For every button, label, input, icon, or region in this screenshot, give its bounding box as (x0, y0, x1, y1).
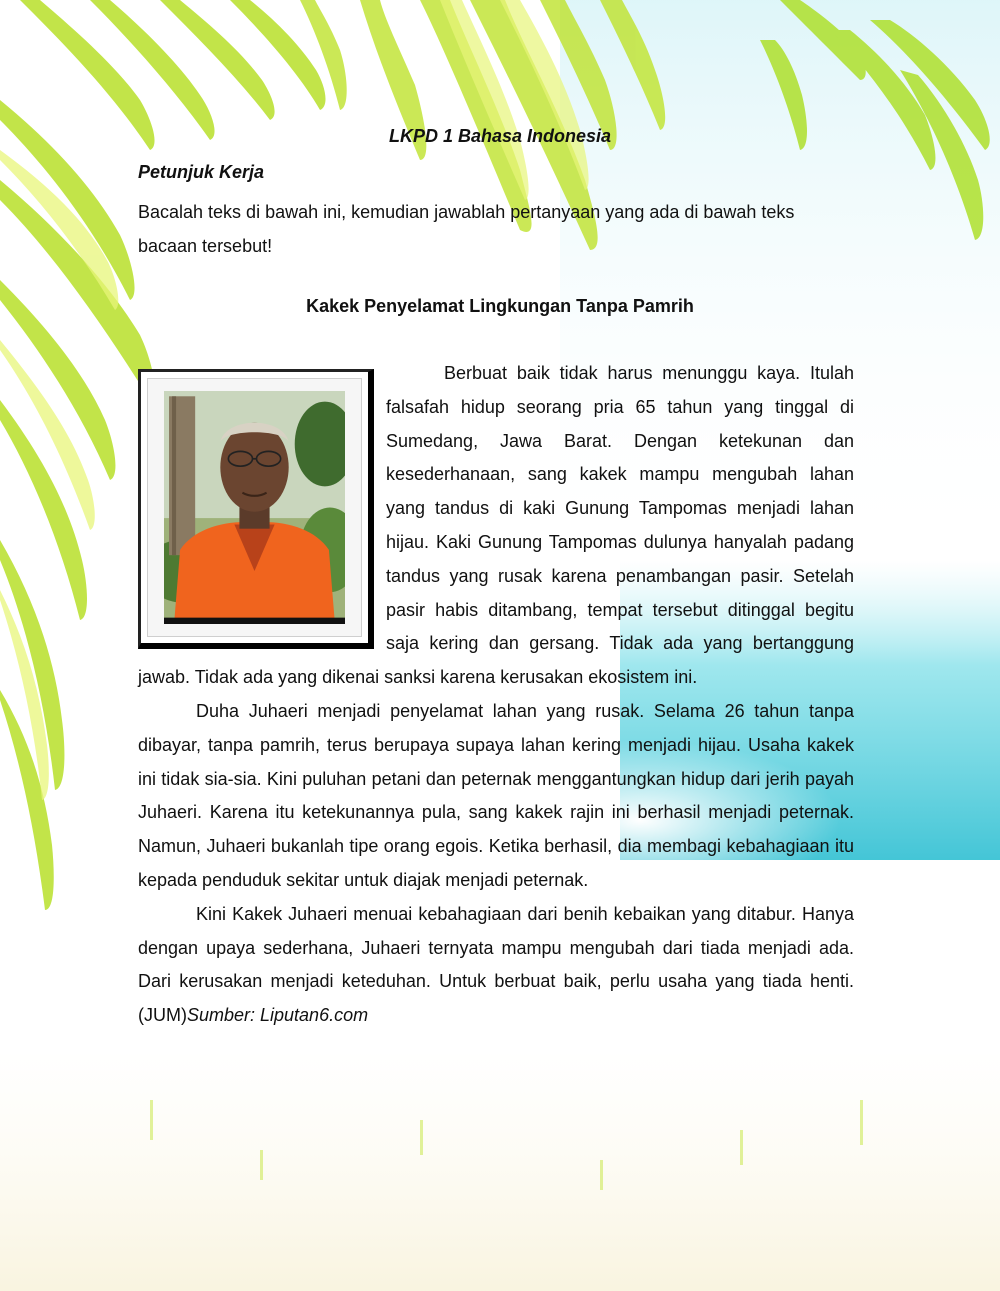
instructions-text: Bacalah teks di bawah ini, kemudian jawablah pertanyaan yang ada di bawah teks bacaan tersebut! (138, 202, 795, 256)
portrait-photo-frame (138, 369, 374, 649)
page-title: LKPD 1 Bahasa Indonesia (388, 126, 612, 146)
instructions-heading: Petunjuk Kerja (138, 162, 265, 182)
paragraph-3: Kini Kakek Juhaeri menuai kebahagiaan dari benih kebaikan yang ditabur. Hanya dengan upaya sederhana, Juhaeri ternyata mampu mengubah dari tiada menjadi ada. Dari kerusakan menjadi keteduhan. Untuk berbuat baik, perlu usaha yang tiada henti.(JUM) (138, 903, 854, 1026)
article-title: Kakek Penyelamat Lingkungan Tanpa Pamrih (306, 296, 694, 316)
paragraph-1: Berbuat baik tidak harus menunggu kaya. Itulah falsafah hidup seorang pria 65 tahun yang tinggal di Sumedang, Jawa Barat. Dengan ketekunan dan kesederhanaan, sang kakek mampu mengubah lahan yang tandus di kaki Gunung Tampomas menjadi lahan hijau. Kaki Gunung Tampomas dulunya hanyalah padang tandus yang rusak karena penambangan pasir. Setelah pasir habis ditambang, tempat tersebut ditinggal begitu saja kering dan gersang. Tidak ada yang bertanggung jawab. Tidak ada yang dikenai sanksi karena kerusakan ekosistem ini. (138, 363, 854, 688)
source-citation: Sumber: Liputan6.com (186, 1005, 369, 1026)
article-body (138, 357, 854, 1033)
paragraph-2: Duha Juhaeri menjadi penyelamat lahan yang rusak. Selama 26 tahun tanpa dibayar, tanpa pamrih, terus berupaya supaya lahan kering menjadi hijau. Usaha kakek ini tidak sia-sia. Kini puluhan petani dan peternak menggantungkan hidup dari jerih payah Juhaeri. Karena itu ketekunannya pula, sang kakek rajin ini berhasil menjadi peternak. Namun, Juhaeri bukanlah tipe orang egois. Ketika berhasil, dia membagi kebahagiaan itu kepada penduduk sekitar untuk diajak menjadi peternak. (138, 700, 854, 890)
elderly-man-portrait (164, 391, 345, 624)
portrait-photo (147, 378, 362, 637)
